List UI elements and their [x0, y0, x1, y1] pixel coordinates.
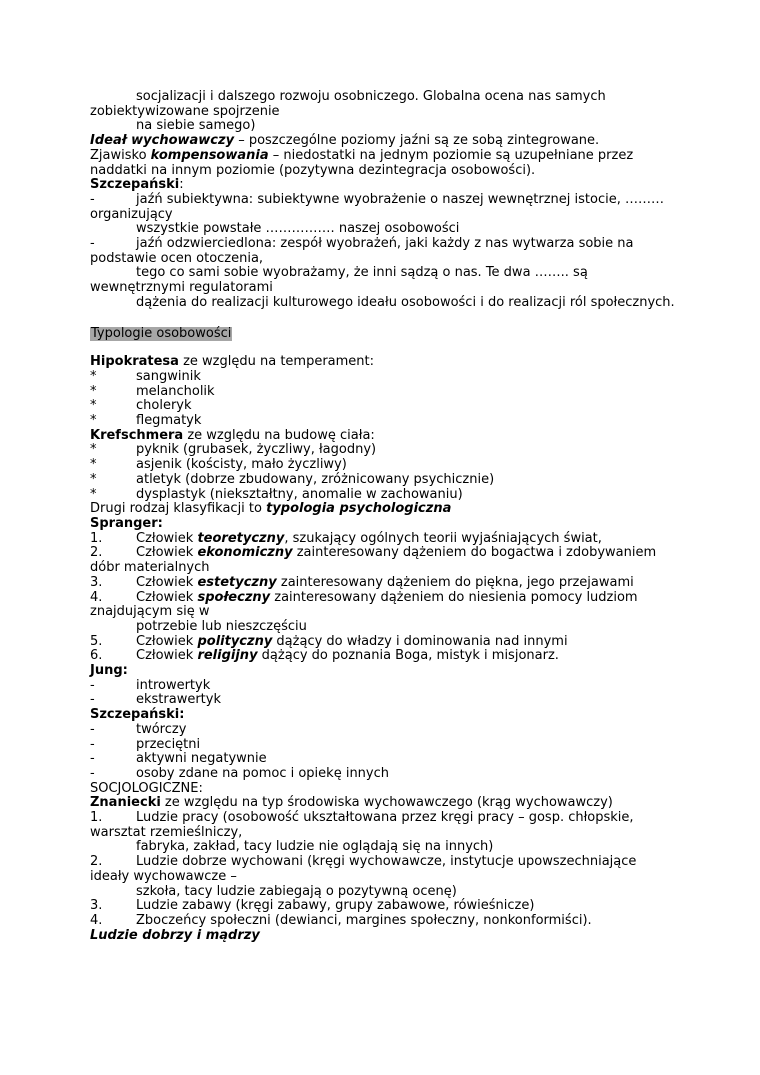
text-line: potrzebie lub nieszczęściu [136, 618, 307, 634]
text-line: naddatki na innym poziomie (pozytywna dezintegracja osobowości). [90, 162, 536, 178]
text-span: ze względu na budowę ciała: [183, 427, 375, 443]
item-text [136, 576, 634, 591]
classification-term: typologia psychologiczna [266, 501, 452, 517]
text-line: szkoła, tacy ludzie zabiegają o pozytywną ocenę) [136, 883, 457, 899]
dash-marker: - [90, 236, 95, 252]
star-marker: * [90, 486, 97, 502]
znaniecki-heading [90, 796, 680, 811]
item-text: Ludzie dobrze wychowani (kręgi wychowawcze, instytucje upowszechniające [136, 854, 637, 870]
text-line: wszystkie powstałe ……………. naszej osobowości [136, 221, 460, 237]
krefschmer-heading [90, 429, 680, 444]
list-item [90, 399, 680, 414]
document-body [90, 90, 680, 943]
item-text: choleryk [136, 398, 192, 414]
text-span: Człowiek [136, 530, 198, 546]
text-span: Człowiek [136, 648, 198, 664]
text-line: warsztat rzemieślniczy, [90, 824, 243, 840]
list-item [90, 473, 680, 488]
item-text [136, 591, 638, 606]
number-marker: 3. [90, 898, 103, 914]
list-item [90, 738, 680, 753]
text-span: Drugi rodzaj klasyfikacji to [90, 501, 267, 517]
item-text: Ludzie pracy (osobowość ukształtowana przez kręgi pracy – gosp. chłopskie, [136, 810, 634, 826]
dash-marker: - [90, 736, 95, 752]
type-term: społeczny [197, 589, 271, 605]
star-marker: * [90, 413, 97, 429]
list-item [90, 899, 680, 914]
text-span: Człowiek [136, 589, 198, 605]
author-name: Szczepański [90, 177, 180, 193]
item-text: sangwinik [136, 368, 201, 384]
number-marker: 4. [90, 589, 103, 605]
text-line: socjalizacji i dalszego rozwoju osobniczego. Globalna ocena nas samych [136, 89, 606, 104]
text-line: dążenia do realizacji kulturowego ideału osobowości i do realizacji ról społecznych. [136, 294, 675, 310]
list-item [90, 914, 680, 929]
item-text: melancholik [136, 383, 215, 399]
spacer [90, 341, 680, 355]
list-item [90, 693, 680, 708]
text-line: fabryka, zakład, tacy ludzie nie oglądają się na innych) [136, 839, 494, 855]
type-term: religijny [197, 648, 258, 664]
text-span: Człowiek [136, 633, 198, 649]
item-text [136, 532, 602, 547]
number-marker: 6. [90, 648, 103, 664]
number-marker: 1. [90, 530, 103, 546]
author-name: Krefschmera [90, 427, 184, 443]
list-item [90, 458, 680, 473]
author-name: Znaniecki [90, 795, 161, 811]
star-marker: * [90, 457, 97, 473]
list-item [90, 546, 680, 561]
text-line: na siebie samego) [136, 118, 256, 134]
text-span: Człowiek [136, 574, 198, 590]
text-span: – niedostatki na jednym poziomie są uzupełniane przez [268, 147, 634, 163]
jung-heading: Jung: [90, 663, 128, 679]
dash-marker: - [90, 677, 95, 693]
number-marker: 5. [90, 633, 103, 649]
list-item [90, 591, 680, 606]
type-term: estetyczny [197, 574, 277, 590]
list-item [90, 370, 680, 385]
item-text [136, 635, 568, 650]
text-span: ze względu na temperament: [178, 354, 375, 370]
number-marker: 2. [90, 854, 103, 870]
text-span: Człowiek [136, 545, 198, 561]
item-text: Ludzie zabawy (kręgi zabawy, grupy zabawowe, rówieśnicze) [136, 898, 535, 914]
section-heading-line [90, 327, 680, 342]
text-line: tego co sami sobie wyobrażamy, że inni sądzą o nas. Te dwa …….. są [136, 265, 588, 281]
list-item [90, 752, 680, 767]
item-text: dysplastyk (niekształtny, anomalie w zachowaniu) [136, 486, 463, 502]
type-term: polityczny [197, 633, 273, 649]
dash-marker: - [90, 721, 95, 737]
list-item [90, 576, 680, 591]
list-item [90, 635, 680, 650]
ideal-term: Ideał wychowawczy [90, 133, 235, 149]
number-marker: 2. [90, 545, 103, 561]
list-item [90, 723, 680, 738]
list-item [90, 193, 680, 208]
text-line: dóbr materialnych [90, 560, 210, 576]
compensation-line [90, 149, 680, 164]
text-line: zobiektywizowane spojrzenie [90, 103, 280, 119]
item-text: flegmatyk [136, 413, 202, 429]
list-item [90, 385, 680, 400]
list-item [90, 811, 680, 826]
item-text: introwertyk [136, 677, 211, 693]
list-item [90, 532, 680, 547]
list-item [90, 488, 680, 503]
colon: : [179, 177, 184, 193]
item-text: pyknik (grubasek, życzliwy, łagodny) [136, 442, 377, 458]
item-text: atletyk (dobrze zbudowany, zróżnicowany psychicznie) [136, 471, 495, 487]
author-name: Hipokratesa [90, 354, 179, 370]
closing-heading: Ludzie dobrzy i mądrzy [90, 927, 260, 943]
list-item [90, 414, 680, 429]
dash-marker: - [90, 191, 95, 207]
text-line: ideały wychowawcze – [90, 868, 237, 884]
dash-marker: - [90, 751, 95, 767]
text-span: zainteresowany dążeniem do piękna, jego przejawami [276, 574, 634, 590]
star-marker: * [90, 398, 97, 414]
star-marker: * [90, 383, 97, 399]
type-term: teoretyczny [197, 530, 285, 546]
item-text: ekstrawertyk [136, 692, 222, 708]
ideal-text: – poszczególne poziomy jaźni są ze sobą zintegrowane. [234, 133, 600, 149]
szczepanski-heading-2: Szczepański: [90, 707, 185, 723]
ideal-paragraph [90, 134, 680, 149]
text-span: dążący do władzy i dominowania nad innymi [272, 633, 568, 649]
list-item [90, 443, 680, 458]
text-line: znajdującym się w [90, 604, 210, 620]
text-span: ze względu na typ środowiska wychowawczego (krąg wychowawczy) [160, 795, 613, 811]
szczepanski-heading-1 [90, 178, 680, 193]
list-item [90, 649, 680, 664]
text-line: organizujący [90, 206, 173, 222]
item-text [136, 546, 656, 561]
list-item [90, 767, 680, 782]
compensation-term: kompensowania [150, 147, 269, 163]
list-item [90, 679, 680, 694]
number-marker: 4. [90, 912, 103, 928]
item-text: Zboczeńcy społeczni (dewianci, margines społeczny, nonkonformiści). [136, 912, 592, 928]
sociological-label: SOCJOLOGICZNE: [90, 780, 203, 796]
hippocrates-heading [90, 355, 680, 370]
item-text: jaźń odzwierciedlona: zespół wyobrażeń, jaki każdy z nas wytwarza sobie na [136, 236, 634, 252]
text-span: zainteresowany dążeniem do niesienia pomocy ludziom [270, 589, 638, 605]
item-text: aktywni negatywnie [136, 751, 267, 767]
star-marker: * [90, 368, 97, 384]
item-text: jaźń subiektywna: subiektywne wyobrażenie o naszej wewnętrznej istocie, ……… [136, 191, 664, 207]
star-marker: * [90, 442, 97, 458]
star-marker: * [90, 471, 97, 487]
spacer [90, 311, 680, 327]
item-text [136, 649, 559, 664]
section-heading: Typologie osobowości [91, 325, 232, 341]
number-marker: 1. [90, 810, 103, 826]
spranger-heading: Spranger: [90, 515, 163, 531]
number-marker: 3. [90, 574, 103, 590]
item-text: przeciętni [136, 736, 201, 752]
text-line: wewnętrznymi regulatorami [90, 280, 273, 296]
item-text: osoby zdane na pomoc i opiekę innych [136, 765, 389, 781]
item-text: twórczy [136, 721, 187, 737]
text-span: dążący do poznania Boga, mistyk i misjonarz. [257, 648, 559, 664]
text-span: zainteresowany dążeniem do bogactwa i zdobywaniem [292, 545, 657, 561]
list-item [90, 237, 680, 252]
type-term: ekonomiczny [197, 545, 293, 561]
text-line: podstawie ocen otoczenia, [90, 250, 264, 266]
dash-marker: - [90, 692, 95, 708]
dash-marker: - [90, 765, 95, 781]
item-text: asjenik (kościsty, mało życzliwy) [136, 457, 347, 473]
text-span: , szukający ogólnych teorii wyjaśniających świat, [284, 530, 602, 546]
list-item [90, 855, 680, 870]
text-span: Zjawisko [90, 147, 151, 163]
classification-line [90, 502, 680, 517]
